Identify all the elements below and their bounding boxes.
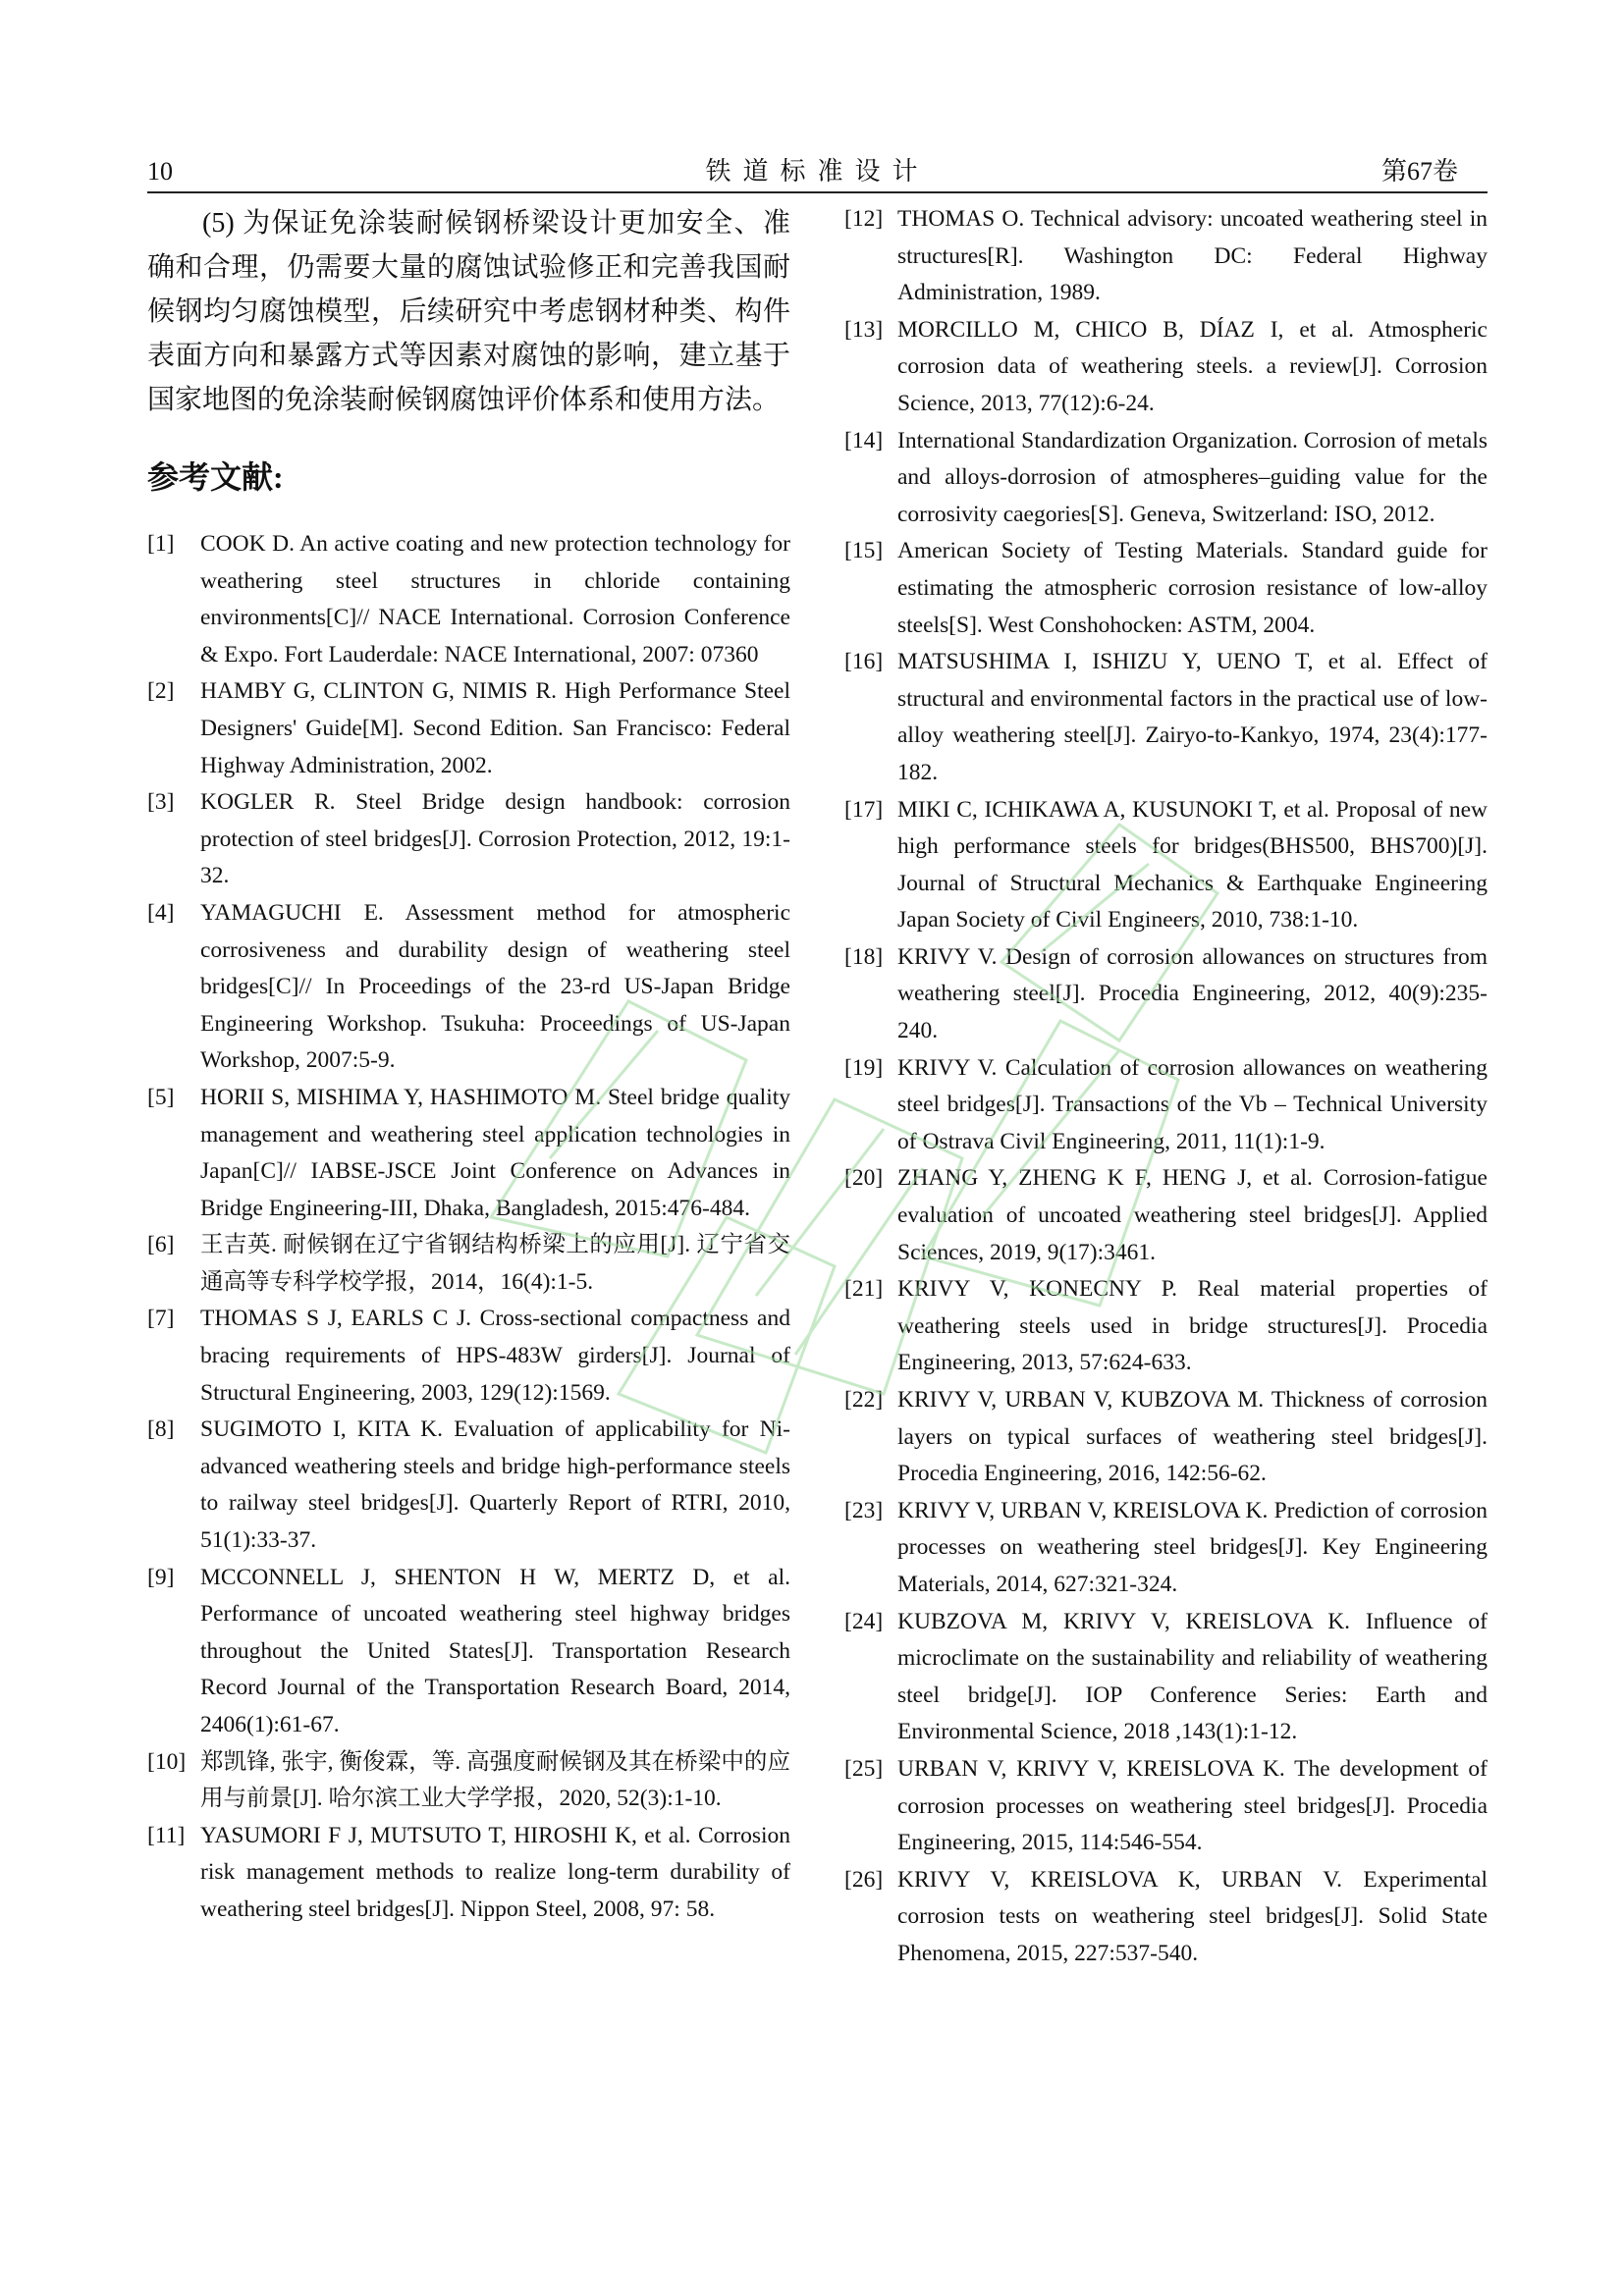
reference-number: [10] xyxy=(147,1748,187,1775)
reference-item xyxy=(147,1301,790,1412)
reference-text: MATSUSHIMA I, ISHIZU Y, UENO T, et al. Effect of structural and environmental factors in the practical use of low-alloy weathering steel[J]. Zairyo-to-Kankyo, 1974, 23(4):177-182. xyxy=(897,649,1488,785)
reference-item xyxy=(147,895,790,1080)
reference-number: [3] xyxy=(147,789,175,816)
reference-item xyxy=(844,1862,1488,1973)
reference-item xyxy=(147,1412,790,1559)
reference-text: MORCILLO M, CHICO B, DÍAZ I, et al. Atmospheric corrosion data of weathering steels. a review[J]. Corrosion Science, 2013, 77(12):6-24. xyxy=(897,316,1488,416)
reference-number: [13] xyxy=(844,316,884,343)
reference-item xyxy=(844,1751,1488,1862)
reference-item xyxy=(147,784,790,895)
reference-number: [23] xyxy=(844,1497,884,1523)
left-column xyxy=(147,201,790,1929)
reference-item xyxy=(844,939,1488,1050)
reference-text: THOMAS S J, EARLS C J. Cross-sectional compactness and bracing requirements of HPS-483W girders[J]. Journal of Structural Engineering, 2003, 129(12):1569. xyxy=(200,1306,790,1406)
reference-text: American Society of Testing Materials. Standard guide for estimating the atmospheric corrosion resistance of low-alloy steels[S]. West Conshohocken: ASTM, 2004. xyxy=(897,538,1488,638)
reference-text: 王吉英. 耐候钢在辽宁省钢结构桥梁上的应用[J]. 辽宁省交通高等专科学校学报，2014，16(4):1-5. xyxy=(200,1232,790,1295)
conclusion-paragraph: (5) 为保证免涂装耐候钢桥梁设计更加安全、准确和合理，仍需要大量的腐蚀试验修正和完善我国耐候钢均匀腐蚀模型，后续研究中考虑钢材种类、构件表面方向和暴露方式等因素对腐蚀的影响，建立基于国家地图的免涂装耐候钢腐蚀评价体系和使用方法。 xyxy=(147,208,790,415)
reference-item xyxy=(844,644,1488,791)
reference-text: ZHANG Y, ZHENG K F, HENG J, et al. Corrosion-fatigue evaluation of uncoated weathering steel bridges[J]. Applied Sciences, 2019, 9(17):3461. xyxy=(897,1165,1488,1265)
reference-text: KRIVY V, URBAN V, KUBZOVA M. Thickness of corrosion layers on typical surfaces of weathering steel bridges[J]. Procedia Engineering, 2016, 142:56-62. xyxy=(897,1387,1488,1487)
reference-item xyxy=(147,1560,790,1744)
reference-item xyxy=(844,423,1488,534)
reference-number: [16] xyxy=(844,649,884,675)
reference-text: URBAN V, KRIVY V, KREISLOVA K. The development of corrosion processes on weathering steel bridges[J]. Procedia Engineering, 2015, 114:546-554. xyxy=(897,1755,1488,1856)
volume-label: 第67卷 xyxy=(1380,157,1458,186)
reference-number: [5] xyxy=(147,1084,175,1110)
reference-number: [24] xyxy=(844,1608,884,1634)
reference-text: YAMAGUCHI E. Assessment method for atmospheric corrosiveness and durability design of weathering steel bridges[C]// In Proceedings of the 23-rd US-Japan Bridge Engineering Workshop. Tsukuha: Proceedings of US-Japan Workshop, 2007:5-9. xyxy=(200,899,790,1074)
reference-item xyxy=(147,526,790,673)
reference-number: [14] xyxy=(844,427,884,454)
reference-item xyxy=(147,1080,790,1227)
page-number: 10 xyxy=(147,157,173,186)
reference-item xyxy=(844,1050,1488,1161)
reference-item xyxy=(844,201,1488,312)
reference-number: [2] xyxy=(147,678,175,705)
reference-item xyxy=(147,1744,790,1818)
reference-number: [12] xyxy=(844,206,884,232)
reference-number: [26] xyxy=(844,1866,884,1893)
reference-text: COOK D. An active coating and new protection technology for weathering steel structures in chloride containing environments[C]// NACE International. Corrosion Conference & Expo. Fort Lauderdale: NACE International, 2007: 07360 xyxy=(200,531,790,667)
reference-item xyxy=(147,1227,790,1301)
reference-text: SUGIMOTO I, KITA K. Evaluation of applicability for Ni-advanced weathering steels and bridge high-performance steels to railway steel bridges[J]. Quarterly Report of RTRI, 2010, 51(1):33-37. xyxy=(200,1416,790,1554)
reference-number: [21] xyxy=(844,1276,884,1303)
reference-number: [22] xyxy=(844,1387,884,1413)
reference-item xyxy=(844,1382,1488,1493)
reference-text: KOGLER R. Steel Bridge design handbook: corrosion protection of steel bridges[J]. Corrosion Protection, 2012, 19:1-32. xyxy=(200,789,790,889)
reference-item xyxy=(147,1818,790,1929)
reference-text: 郑凯锋, 张宇, 衡俊霖，等. 高强度耐候钢及其在桥梁中的应用与前景[J]. 哈尔滨工业大学学报，2020, 52(3):1-10. xyxy=(200,1748,790,1812)
reference-item xyxy=(844,792,1488,939)
reference-text: KRIVY V, URBAN V, KREISLOVA K. Prediction of corrosion processes on weathering steel bridges[J]. Key Engineering Materials, 2014, 627:321-324. xyxy=(897,1497,1488,1597)
reference-text: International Standardization Organization. Corrosion of metals and alloys-dorrosion of atmospheres–guiding value for the corrosivity caegories[S]. Geneva, Switzerland: ISO, 2012. xyxy=(897,427,1488,527)
reference-text: KRIVY V, KREISLOVA K, URBAN V. Experimental corrosion tests on weathering steel bridges[J]. Solid State Phenomena, 2015, 227:537-540. xyxy=(897,1866,1488,1966)
reference-text: KRIVY V. Calculation of corrosion allowances on weathering steel bridges[J]. Transactions of the Vb – Technical University of Ostrava Civil Engineering, 2011, 11(1):1-9. xyxy=(897,1054,1488,1154)
reference-item xyxy=(844,1160,1488,1271)
reference-number: [6] xyxy=(147,1232,175,1258)
reference-number: [11] xyxy=(147,1822,186,1848)
reference-number: [7] xyxy=(147,1306,175,1332)
reference-number: [4] xyxy=(147,899,175,926)
reference-number: [15] xyxy=(844,538,884,564)
reference-number: [20] xyxy=(844,1165,884,1192)
reference-text: HAMBY G, CLINTON G, NIMIS R. High Performance Steel Designers' Guide[M]. Second Edition. San Francisco: Federal Highway Administration, 2002. xyxy=(200,678,790,778)
reference-text: MIKI C, ICHIKAWA A, KUSUNOKI T, et al. Proposal of new high performance steels for bridges(BHS500, BHS700)[J]. Journal of Structural Mechanics & Earthquake Engineering Japan Society of Civil Engineers, 2010, 738:1-10. xyxy=(897,796,1488,934)
reference-item xyxy=(147,673,790,784)
running-header xyxy=(147,152,1488,193)
reference-number: [19] xyxy=(844,1054,884,1081)
reference-number: [8] xyxy=(147,1416,175,1443)
journal-title: 铁道标准设计 xyxy=(705,157,930,186)
reference-text: KUBZOVA M, KRIVY V, KREISLOVA K. Influence of microclimate on the sustainability and reliability of weathering steel bridge[J]. IOP Conference Series: Earth and Environmental Science, 2018 ,143(1):1-12. xyxy=(897,1608,1488,1745)
reference-text: HORII S, MISHIMA Y, HASHIMOTO M. Steel bridge quality management and weathering steel application technologies in Japan[C]// IABSE-JSCE Joint Conference on Advances in Bridge Engineering-III, Dhaka, Bangladesh, 2015:476-484. xyxy=(200,1084,790,1221)
reference-text: MCCONNELL J, SHENTON H W, MERTZ D, et al. Performance of uncoated weathering steel highway bridges throughout the United States[J]. Transportation Research Record Journal of the Transportation Research Board, 2014, 2406(1):61-67. xyxy=(200,1564,790,1737)
reference-text: THOMAS O. Technical advisory: uncoated weathering steel in structures[R]. Washington DC: Federal Highway Administration, 1989. xyxy=(897,206,1488,306)
reference-number: [1] xyxy=(147,531,175,557)
reference-text: KRIVY V. Design of corrosion allowances on structures from weathering steel[J]. Procedia Engineering, 2012, 40(9):235-240. xyxy=(897,943,1488,1044)
reference-item xyxy=(844,1271,1488,1382)
reference-item xyxy=(844,1493,1488,1604)
reference-number: [9] xyxy=(147,1564,175,1590)
reference-text: YASUMORI F J, MUTSUTO T, HIROSHI K, et al. Corrosion risk management methods to realize long-term durability of weathering steel bridges[J]. Nippon Steel, 2008, 97: 58. xyxy=(200,1822,790,1922)
reference-number: [18] xyxy=(844,943,884,970)
reference-item xyxy=(844,312,1488,423)
reference-item xyxy=(844,1604,1488,1751)
reference-item xyxy=(844,533,1488,644)
reference-number: [25] xyxy=(844,1755,884,1782)
reference-list-left xyxy=(147,526,790,1929)
reference-list-right xyxy=(844,201,1488,1973)
reference-text: KRIVY V, KONECNY P. Real material properties of weathering steels used in bridge structures[J]. Procedia Engineering, 2013, 57:624-633. xyxy=(897,1276,1488,1376)
references-heading: 参考文献: xyxy=(147,459,284,495)
reference-number: [17] xyxy=(844,796,884,823)
right-column xyxy=(844,201,1488,1973)
